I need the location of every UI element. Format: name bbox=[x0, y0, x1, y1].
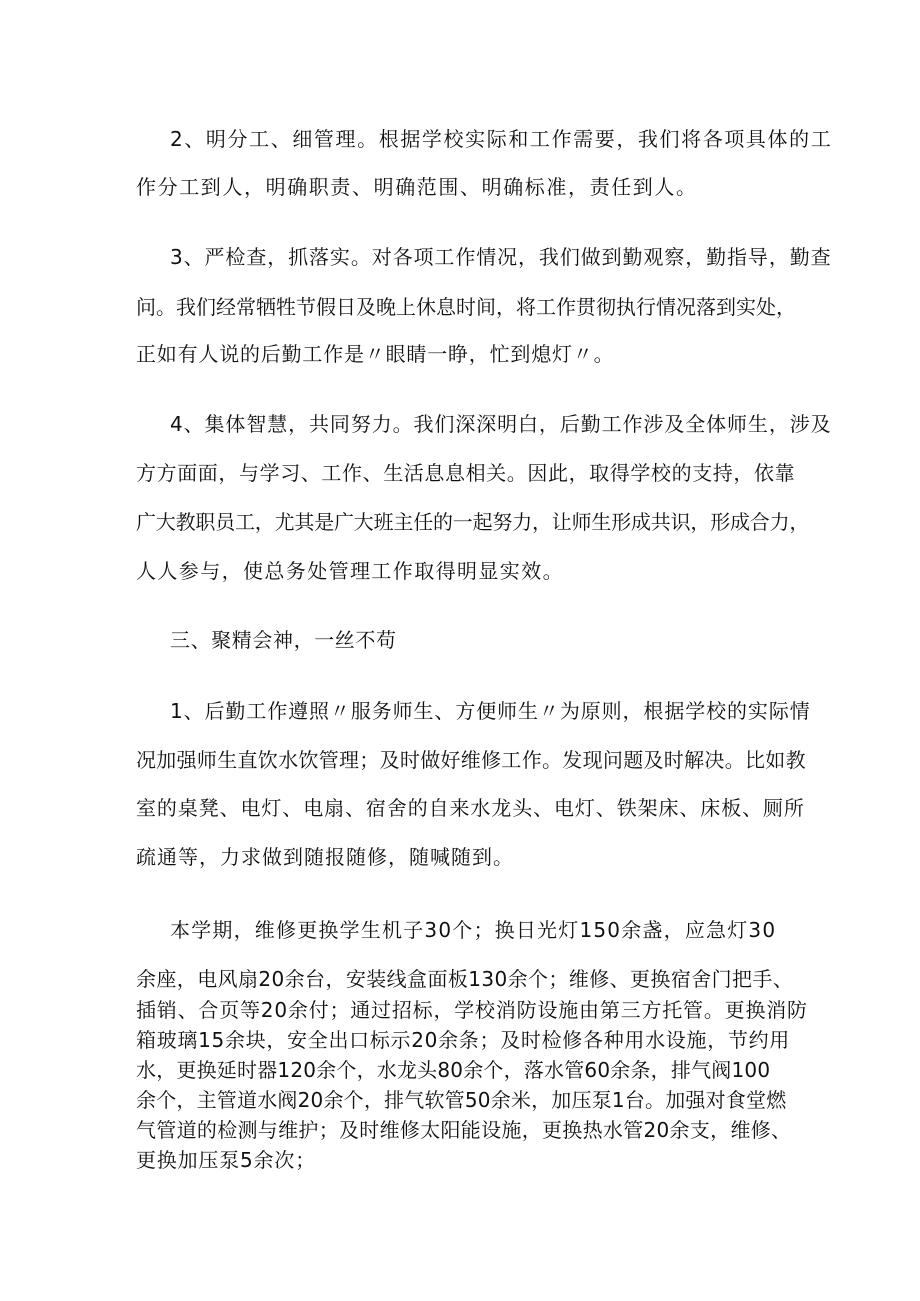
paragraph-1-line-2: 作分工到人，明确职责、明确范围、明确标准，责任到人。 bbox=[136, 175, 698, 199]
paragraph-6-line-2: 插销、合页等20余付；通过招标，学校消防设施由第三方托管。更换消防 bbox=[136, 998, 808, 1022]
paragraph-6-line-6: 气管道的检测与维护；及时维修太阳能设施，更换热水管20余支，维修、 bbox=[136, 1118, 792, 1142]
paragraph-2-line-1: 3、严检查，抓落实。对各项工作情况，我们做到勤观察，勤指导，勤查 bbox=[170, 245, 832, 269]
paragraph-4-line-3: 室的桌凳、电灯、电扇、宿舍的自来水龙头、电灯、铁架床、床板、厕所 bbox=[136, 796, 805, 820]
paragraph-6-line-3: 箱玻璃15余块，安全出口标示20余条；及时检修各种用水设施，节约用 bbox=[136, 1028, 790, 1052]
paragraph-4-line-4: 疏通等，力求做到随报随修，随喊随到。 bbox=[136, 845, 514, 869]
paragraph-3-line-2: 方方面面，与学习、工作、生活息息相关。因此，取得学校的支持，依靠 bbox=[136, 461, 796, 485]
paragraph-6-line-5: 余个，主管道水阀20余个，排气软管50余米，加压泵1台。加强对食堂燃 bbox=[136, 1088, 787, 1112]
paragraph-3-line-4: 人人参与，使总务处管理工作取得明显实效。 bbox=[136, 559, 564, 583]
paragraph-3-line-3: 广大教职员工，尤其是广大班主任的一起努力，让师生形成共识，形成合力， bbox=[136, 510, 810, 534]
paragraph-6-line-4: 水，更换延时器120余个，水龙头80余个，落水管60余条，排气阀100 bbox=[136, 1058, 771, 1082]
paragraph-2-line-3: 正如有人说的后勤工作是〃眼睛一睁，忙到熄灯〃。 bbox=[136, 342, 615, 366]
paragraph-1-line-1: 2、明分工、细管理。根据学校实际和工作需要，我们将各项具体的工 bbox=[170, 127, 833, 151]
section-heading: 三、聚精会神，一丝不苟 bbox=[170, 628, 397, 652]
paragraph-2-line-2: 问。我们经常牺牲节假日及晚上休息时间，将工作贯彻执行情况落到实处， bbox=[136, 295, 796, 319]
paragraph-6-line-7: 更换加压泵5余次； bbox=[136, 1148, 316, 1172]
paragraph-4-line-2: 况加强师生直饮水饮管理；及时做好维修工作。发现问题及时解决。比如教 bbox=[136, 748, 806, 772]
paragraph-3-line-1: 4、集体智慧，共同努力。我们深深明白，后勤工作涉及全体师生，涉及 bbox=[170, 412, 832, 436]
paragraph-6-line-1: 余座，电风扇20余台，安装线盒面板130余个；维修、更换宿舍门把手、 bbox=[136, 967, 794, 991]
paragraph-5-line-1: 本学期，维修更换学生机子30个；换日光灯150余盏，应急灯30 bbox=[170, 918, 777, 942]
paragraph-4-line-1: 1、后勤工作遵照〃服务师生、方便师生〃为原则，根据学校的实际情 bbox=[170, 699, 811, 723]
